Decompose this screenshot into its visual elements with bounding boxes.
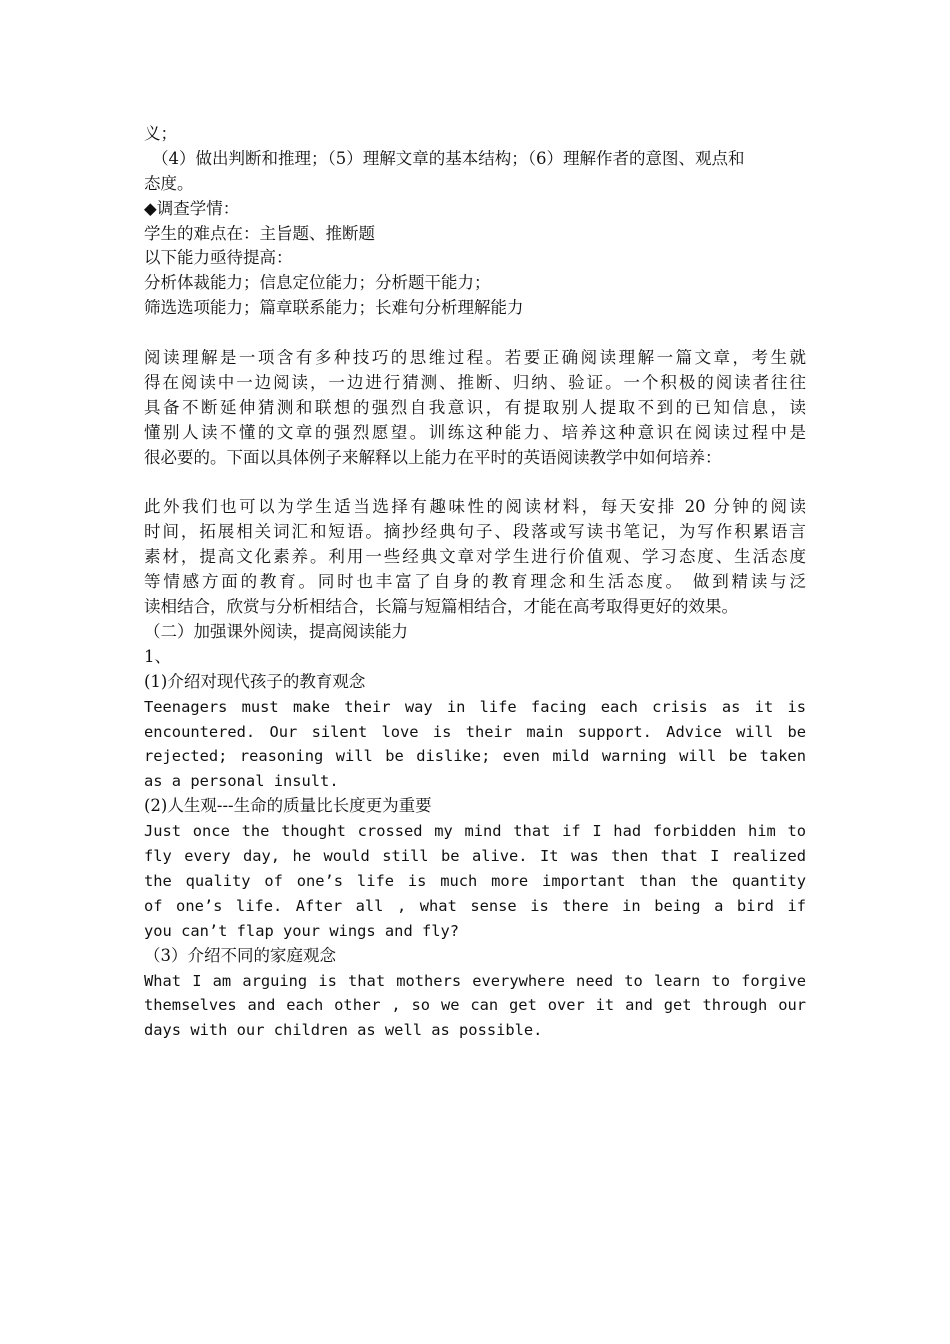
section-heading: （二）加强课外阅读，提高阅读能力 — [144, 621, 408, 641]
paragraph-line: 此外我们也可以为学生适当选择有趣味性的阅读材料，每天安排 20 分钟的阅读 — [144, 497, 806, 517]
english-line: you can’t flap your wings and fly? — [144, 921, 460, 940]
english-line: What I am arguing is that mothers everywhere need to learn to forgive — [144, 971, 806, 990]
sub1-heading: (1)介绍对现代孩子的教育观念 — [144, 671, 366, 691]
blank-line — [144, 471, 806, 496]
paragraph-line: 具备不断延伸猜测和联想的强烈自我意识，有提取别人提取不到的已知信息，读 — [144, 397, 806, 417]
abilities-line-1: （4）做出判断和推理；（5）理解文章的基本结构；（6）理解作者的意图、观点和 — [152, 148, 745, 168]
english-line: fly every day, he would still be alive. It was then that I realized — [144, 847, 806, 866]
english-line: themselves and each other , so we can get over it and get through our — [144, 996, 806, 1015]
reading-paragraph-1 — [144, 346, 806, 471]
abilities-line-2: 态度。 — [144, 173, 194, 193]
survey-heading: ◆调查学情： — [144, 198, 240, 218]
sub3-heading: （3）介绍不同的家庭观念 — [144, 945, 336, 965]
paragraph-line: 时间，拓展相关词汇和短语。摘抄经典句子、段落或写读书笔记，为写作积累语言 — [144, 522, 806, 542]
abilities-list-a: 分析体裁能力；信息定位能力；分析题干能力； — [144, 273, 491, 293]
top-fragment: 义； — [144, 124, 177, 143]
english-line: rejected; reasoning will be dislike; even mild warning will be taken — [144, 747, 806, 766]
english-line: Teenagers must make their way in life facing each crisis as it is — [144, 697, 806, 716]
sub2-heading: (2)人生观---生命的质量比长度更为重要 — [144, 796, 432, 816]
english-line: Just once the thought crossed my mind that if I had forbidden him to — [144, 822, 806, 841]
sub1-english-text — [144, 695, 806, 795]
sub2-english-text — [144, 819, 806, 944]
english-line: of one’s life. After all , what sense is there in being a bird if — [144, 896, 806, 915]
difficulty-text: 学生的难点在：主旨题、推断题 — [144, 223, 375, 243]
paragraph-line: 读相结合，欣赏与分析相结合，长篇与短篇相结合，才能在高考取得更好的效果。 — [144, 597, 738, 617]
english-line: days with our children as well as possible. — [144, 1021, 543, 1040]
document-page — [144, 122, 806, 1043]
improve-intro: 以下能力亟待提高： — [144, 248, 293, 268]
paragraph-line: 得在阅读中一边阅读，一边进行猜测、推断、归纳、验证。一个积极的阅读者往往 — [144, 372, 806, 392]
english-line: the quality of one’s life is much more important than the quantity — [144, 871, 806, 890]
blank-line — [144, 321, 806, 346]
item-number: 1、 — [144, 646, 171, 666]
paragraph-line: 素材，提高文化素养。利用一些经典文章对学生进行价值观、学习态度、生活态度 — [144, 547, 806, 567]
paragraph-line: 阅读理解是一项含有多种技巧的思维过程。若要正确阅读理解一篇文章，考生就 — [144, 348, 806, 368]
reading-paragraph-2 — [144, 495, 806, 620]
sub3-english-text — [144, 969, 806, 1044]
english-line: encountered. Our silent love is their main support. Advice will be — [144, 722, 806, 741]
paragraph-line: 很必要的。下面以具体例子来解释以上能力在平时的英语阅读教学中如何培养： — [144, 447, 722, 467]
english-line: as a personal insult. — [144, 772, 339, 791]
paragraph-line: 懂别人读不懂的文章的强烈愿望。训练这种能力、培养这种意识在阅读过程中是 — [144, 422, 806, 442]
paragraph-line: 等情感方面的教育。同时也丰富了自身的教育理念和生活态度。 做到精读与泛 — [144, 572, 806, 592]
abilities-list-b: 筛选选项能力；篇章联系能力；长难句分析理解能力 — [144, 298, 524, 318]
